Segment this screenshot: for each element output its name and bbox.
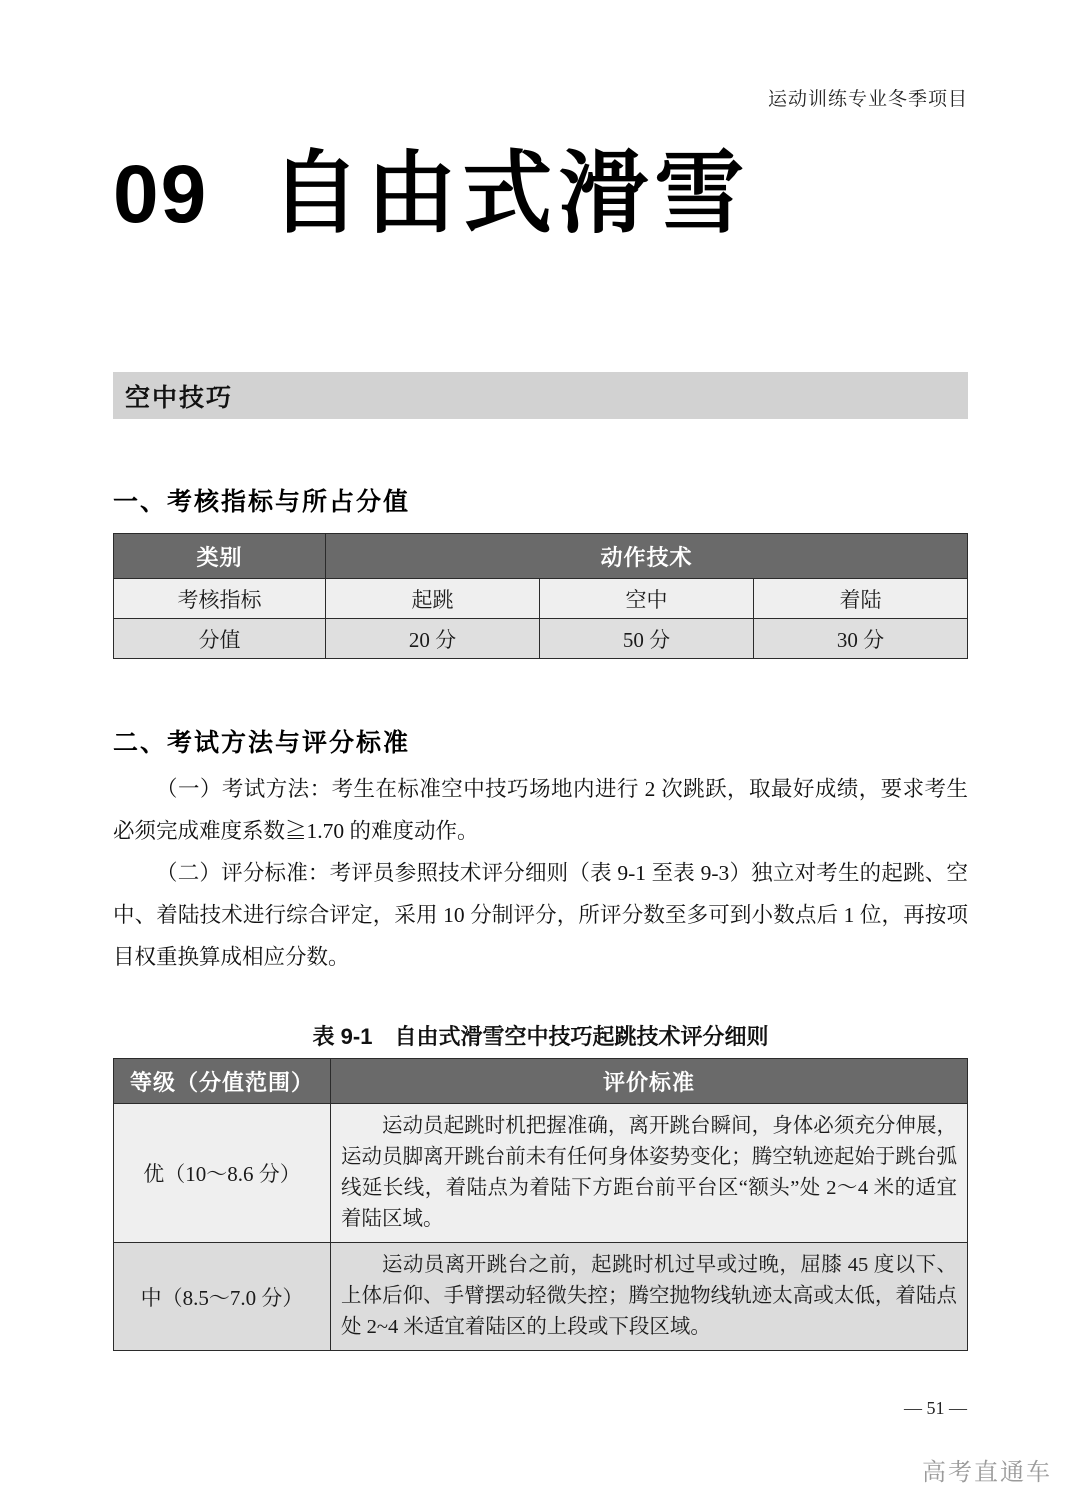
criteria-cell [331,1243,968,1351]
body-paragraphs [113,768,968,978]
scoring-rubric-table [113,1058,968,1351]
table-cell: 分值 [114,619,326,659]
grade-cell: 优（10～8.6 分） [114,1104,331,1243]
table-row [114,619,968,659]
section-banner-label: 空中技巧 [125,383,234,412]
chapter-number: 09 [113,149,209,240]
criteria-text: 运动员离开跳台之前，起跳时机过早或过晚，屈膝 45 度以下、上体后仰、手臂摆动轻微失控；腾空抛物线轨迹太高或太低，着陆点处 2~4 米适宜着陆区的上段或下段区域。 [341,1254,957,1338]
table-caption: 表 9-1 自由式滑雪空中技巧起跳技术评分细则 [312,1024,769,1049]
table-row [114,1243,968,1351]
grade-cell: 中（8.5～7.0 分） [114,1243,331,1351]
table-cell: 着陆 [754,579,968,619]
chapter-name: 自由式滑雪 [270,144,751,244]
table-header-row [114,534,968,579]
watermark: 高考直通车 [922,1460,1052,1486]
paragraph-exam-method: （一）考试方法：考生在标准空中技巧场地内进行 2 次跳跃，取最好成绩，要求考生必须完成难度系数≧1.70 的难度动作。 [113,777,968,843]
table-cell: 20 分 [326,619,540,659]
table-cell: 空中 [540,579,754,619]
table-cell: 30 分 [754,619,968,659]
table-row [114,1104,968,1243]
table-header-row [114,1059,968,1104]
criteria-text: 运动员起跳时机把握准确，离开跳台瞬间，身体必须充分伸展，运动员脚离开跳台前未有任何身体姿势变化；腾空轨迹起始于跳台弧线延长线，着陆点为着陆下方距台前平台区“额头”处 2～4 米的适宜着陆区域。 [341,1115,957,1230]
heading-assessment-indicators: 一、考核指标与所占分值 [113,488,411,516]
table-header-cell-category: 类别 [114,534,326,579]
section-banner [113,372,968,419]
chapter-title [113,144,751,244]
table-cell: 起跳 [326,579,540,619]
indicators-table [113,533,968,659]
table-header-cell-grade: 等级（分值范围） [114,1059,331,1104]
heading-exam-method: 二、考试方法与评分标准 [113,729,411,757]
page-number: — 51 — [904,1398,967,1418]
table-header-cell-technique: 动作技术 [326,534,968,579]
table-cell: 50 分 [540,619,754,659]
criteria-cell [331,1104,968,1243]
running-header: 运动训练专业冬季项目 [767,89,968,110]
table-cell: 考核指标 [114,579,326,619]
table-header-cell-criteria: 评价标准 [331,1059,968,1104]
table-row [114,579,968,619]
paragraph-scoring-standard: （二）评分标准：考评员参照技术评分细则（表 9-1 至表 9-3）独立对考生的起跳、空中、着陆技术进行综合评定，采用 10 分制评分，所评分数至多可到小数点后 1 位，再按项目权重换算成相应分数。 [113,861,968,969]
